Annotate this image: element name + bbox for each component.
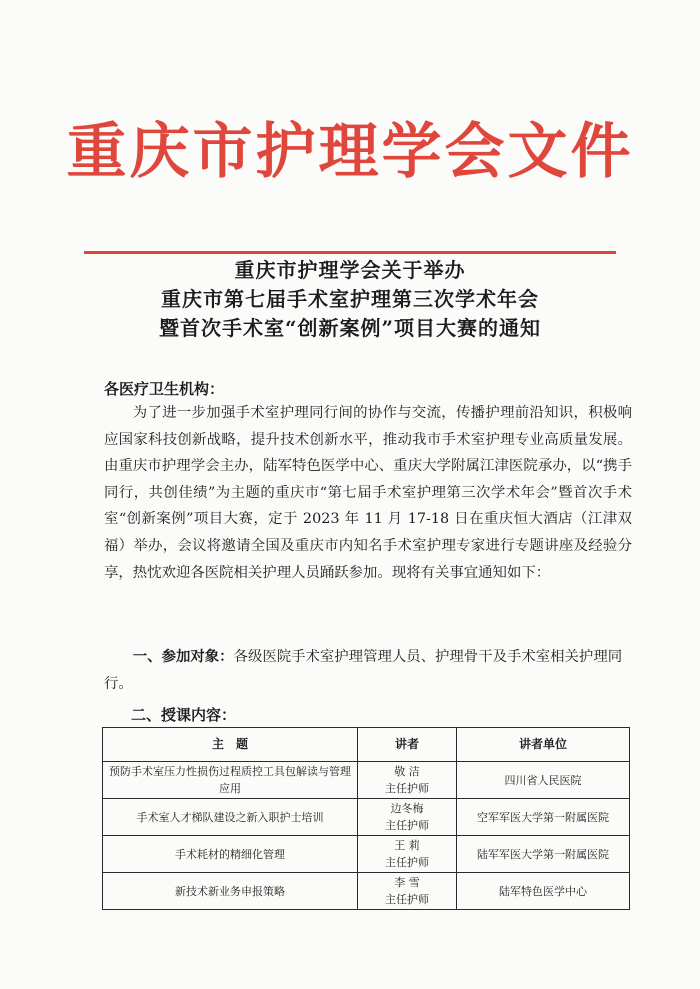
course-table	[102, 727, 630, 910]
intro-paragraph: 为了进一步加强手术室护理同行间的协作与交流，传播护理前沿知识，积极响应国家科技创新战略，提升技术创新水平，推动我市手术室护理专业高质量发展。由重庆市护理学会主办，陆军特色医学中心、重庆大学附属江津医院承办，以“携手同行，共创佳绩”为主题的重庆市“第七届手术室护理第三次学术年会”暨首次手术室“创新案例”项目大赛，定于 2023 年 11 月 17-18 日在重庆恒大酒店（江津双福）举办，会议将邀请全国及重庆市内知名手术室护理专家进行专题讲座及经验分享，热忱欢迎各医院相关护理人员踊跃参加。现将有关事宜通知如下：	[104, 405, 632, 581]
cell-lecturer	[358, 799, 457, 836]
notice-title-line-2: 重庆市第七届手术室护理第三次学术年会	[161, 287, 539, 311]
lecturer-title: 主任护师	[385, 782, 429, 795]
lecturer-title: 主任护师	[385, 893, 429, 906]
masthead-red-divider	[84, 251, 616, 254]
table-header-row	[103, 728, 630, 762]
cell-topic: 手术室人才梯队建设之新入职护士培训	[103, 799, 358, 836]
salutation: 各医疗卫生机构：	[104, 380, 225, 398]
lecturer-name: 李 雪	[394, 876, 420, 889]
header-topic: 主 题	[103, 728, 358, 762]
lecturer-title: 主任护师	[385, 856, 429, 869]
cell-topic: 预防手术室压力性损伤过程质控工具包解读与管理应用	[103, 762, 358, 799]
section-participants	[104, 643, 632, 698]
cell-topic: 新技术新业务申报策略	[103, 873, 358, 910]
table-row	[103, 836, 630, 873]
header-lecturer: 讲者	[358, 728, 457, 762]
notice-title-line-3: 暨首次手术室“创新案例”项目大赛的通知	[158, 316, 541, 340]
section-courses-heading: 二、授课内容：	[131, 706, 237, 724]
masthead-title: 重庆市护理学会文件	[66, 117, 634, 187]
cell-unit: 陆军特色医学中心	[457, 873, 630, 910]
cell-unit: 空军军医大学第一附属医院	[457, 799, 630, 836]
table-row	[103, 762, 630, 799]
cell-lecturer	[358, 836, 457, 873]
table-row	[103, 873, 630, 910]
lecturer-name: 敬 洁	[394, 765, 420, 778]
lecturer-title: 主任护师	[385, 819, 429, 832]
lecturer-name: 边冬梅	[390, 802, 424, 815]
cell-lecturer	[358, 873, 457, 910]
cell-unit: 陆军军医大学第一附属医院	[457, 836, 630, 873]
cell-unit: 四川省人民医院	[457, 762, 630, 799]
cell-lecturer	[358, 762, 457, 799]
header-unit: 讲者单位	[457, 728, 630, 762]
section-participants-heading: 一、参加对象：	[132, 648, 234, 665]
lecturer-name: 王 莉	[394, 839, 420, 852]
notice-title-line-1: 重庆市护理学会关于举办	[234, 258, 466, 282]
table-row	[103, 799, 630, 836]
section-participants-text: 各级医院手术室护理管理人员、护理骨干及手术室相关护理同行。	[104, 649, 623, 692]
cell-topic: 手术耗材的精细化管理	[103, 836, 358, 873]
